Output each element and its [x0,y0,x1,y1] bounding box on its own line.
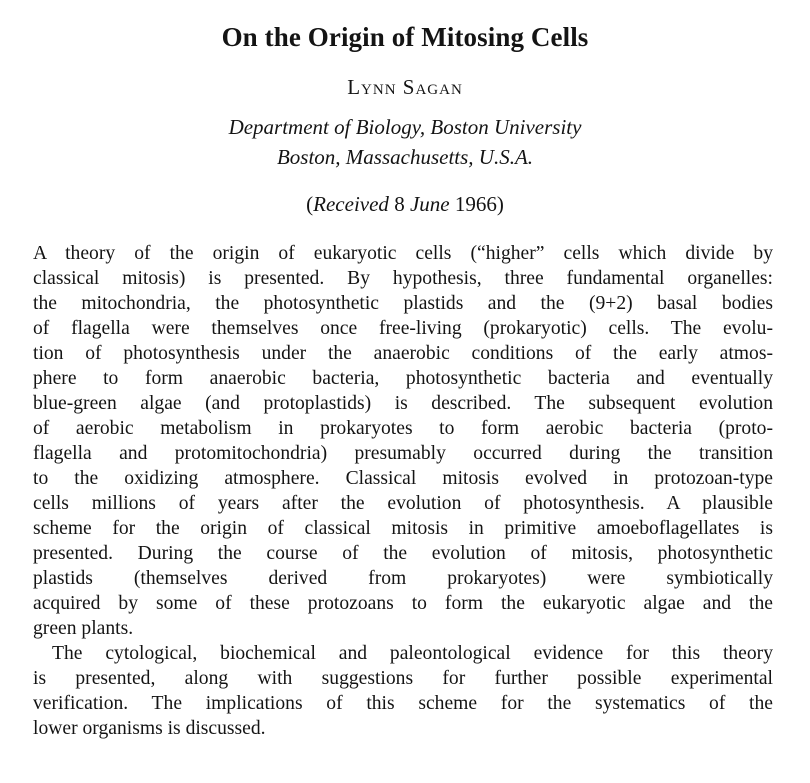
abstract-paragraph-1 [33,241,773,641]
abstract-paragraph-2 [33,641,773,741]
abstract-line: acquired by some of these protozoans to form the eukaryotic algae and the [33,593,773,614]
abstract-line: flagella and protomitochondria) presumably occurred during the transition [33,443,773,464]
paper-title: On the Origin of Mitosing Cells [221,22,589,52]
received-open: ( [306,192,314,216]
received-word: Received [313,192,389,216]
abstract-line: plastids (themselves derived from prokaryotes) were symbiotically [33,568,773,589]
affiliation-location: Boston, Massachusetts, U.S.A. [276,145,534,169]
affiliation-department: Department of Biology, Boston University [228,115,582,139]
author-name: Lynn Sagan [347,75,463,99]
abstract-line: cells millions of years after the evolution of photosynthesis. A plausible [33,493,773,514]
abstract-line: lower organisms is discussed. [33,718,266,739]
received-date [0,192,810,217]
abstract-line: tion of photosynthesis under the anaerobic conditions of the early atmos- [33,343,773,364]
abstract-line: blue-green algae (and protoplastids) is described. The subsequent evolution [33,393,773,414]
abstract-line: of aerobic metabolism in prokaryotes to form aerobic bacteria (proto- [33,418,773,439]
abstract-line: A theory of the origin of eukaryotic cells (“higher” cells which divide by [33,243,773,264]
received-year: 1966) [449,192,504,216]
abstract-line: presented. During the course of the evolution of mitosis, photosynthetic [33,543,773,564]
abstract-line: verification. The implications of this scheme for the systematics of the [33,693,773,714]
abstract-line: to the oxidizing atmosphere. Classical mitosis evolved in protozoan-type [33,468,773,489]
abstract-line: classical mitosis) is presented. By hypothesis, three fundamental organelles: [33,268,773,289]
abstract-line: of flagella were themselves once free-living (prokaryotic) cells. The evolu- [33,318,773,339]
received-month: June [409,192,450,216]
abstract-line: The cytological, biochemical and paleontological evidence for this theory [52,643,773,664]
abstract-line: the mitochondria, the photosynthetic plastids and the (9+2) basal bodies [33,293,773,314]
abstract-line: is presented, along with suggestions for further possible experimental [33,668,773,689]
abstract-line: scheme for the origin of classical mitosis in primitive amoeboflagellates is [33,518,773,539]
abstract [33,241,773,741]
received-day: 8 [388,192,410,216]
abstract-line: green plants. [33,618,134,639]
abstract-line: phere to form anaerobic bacteria, photosynthetic bacteria and eventually [33,368,773,389]
